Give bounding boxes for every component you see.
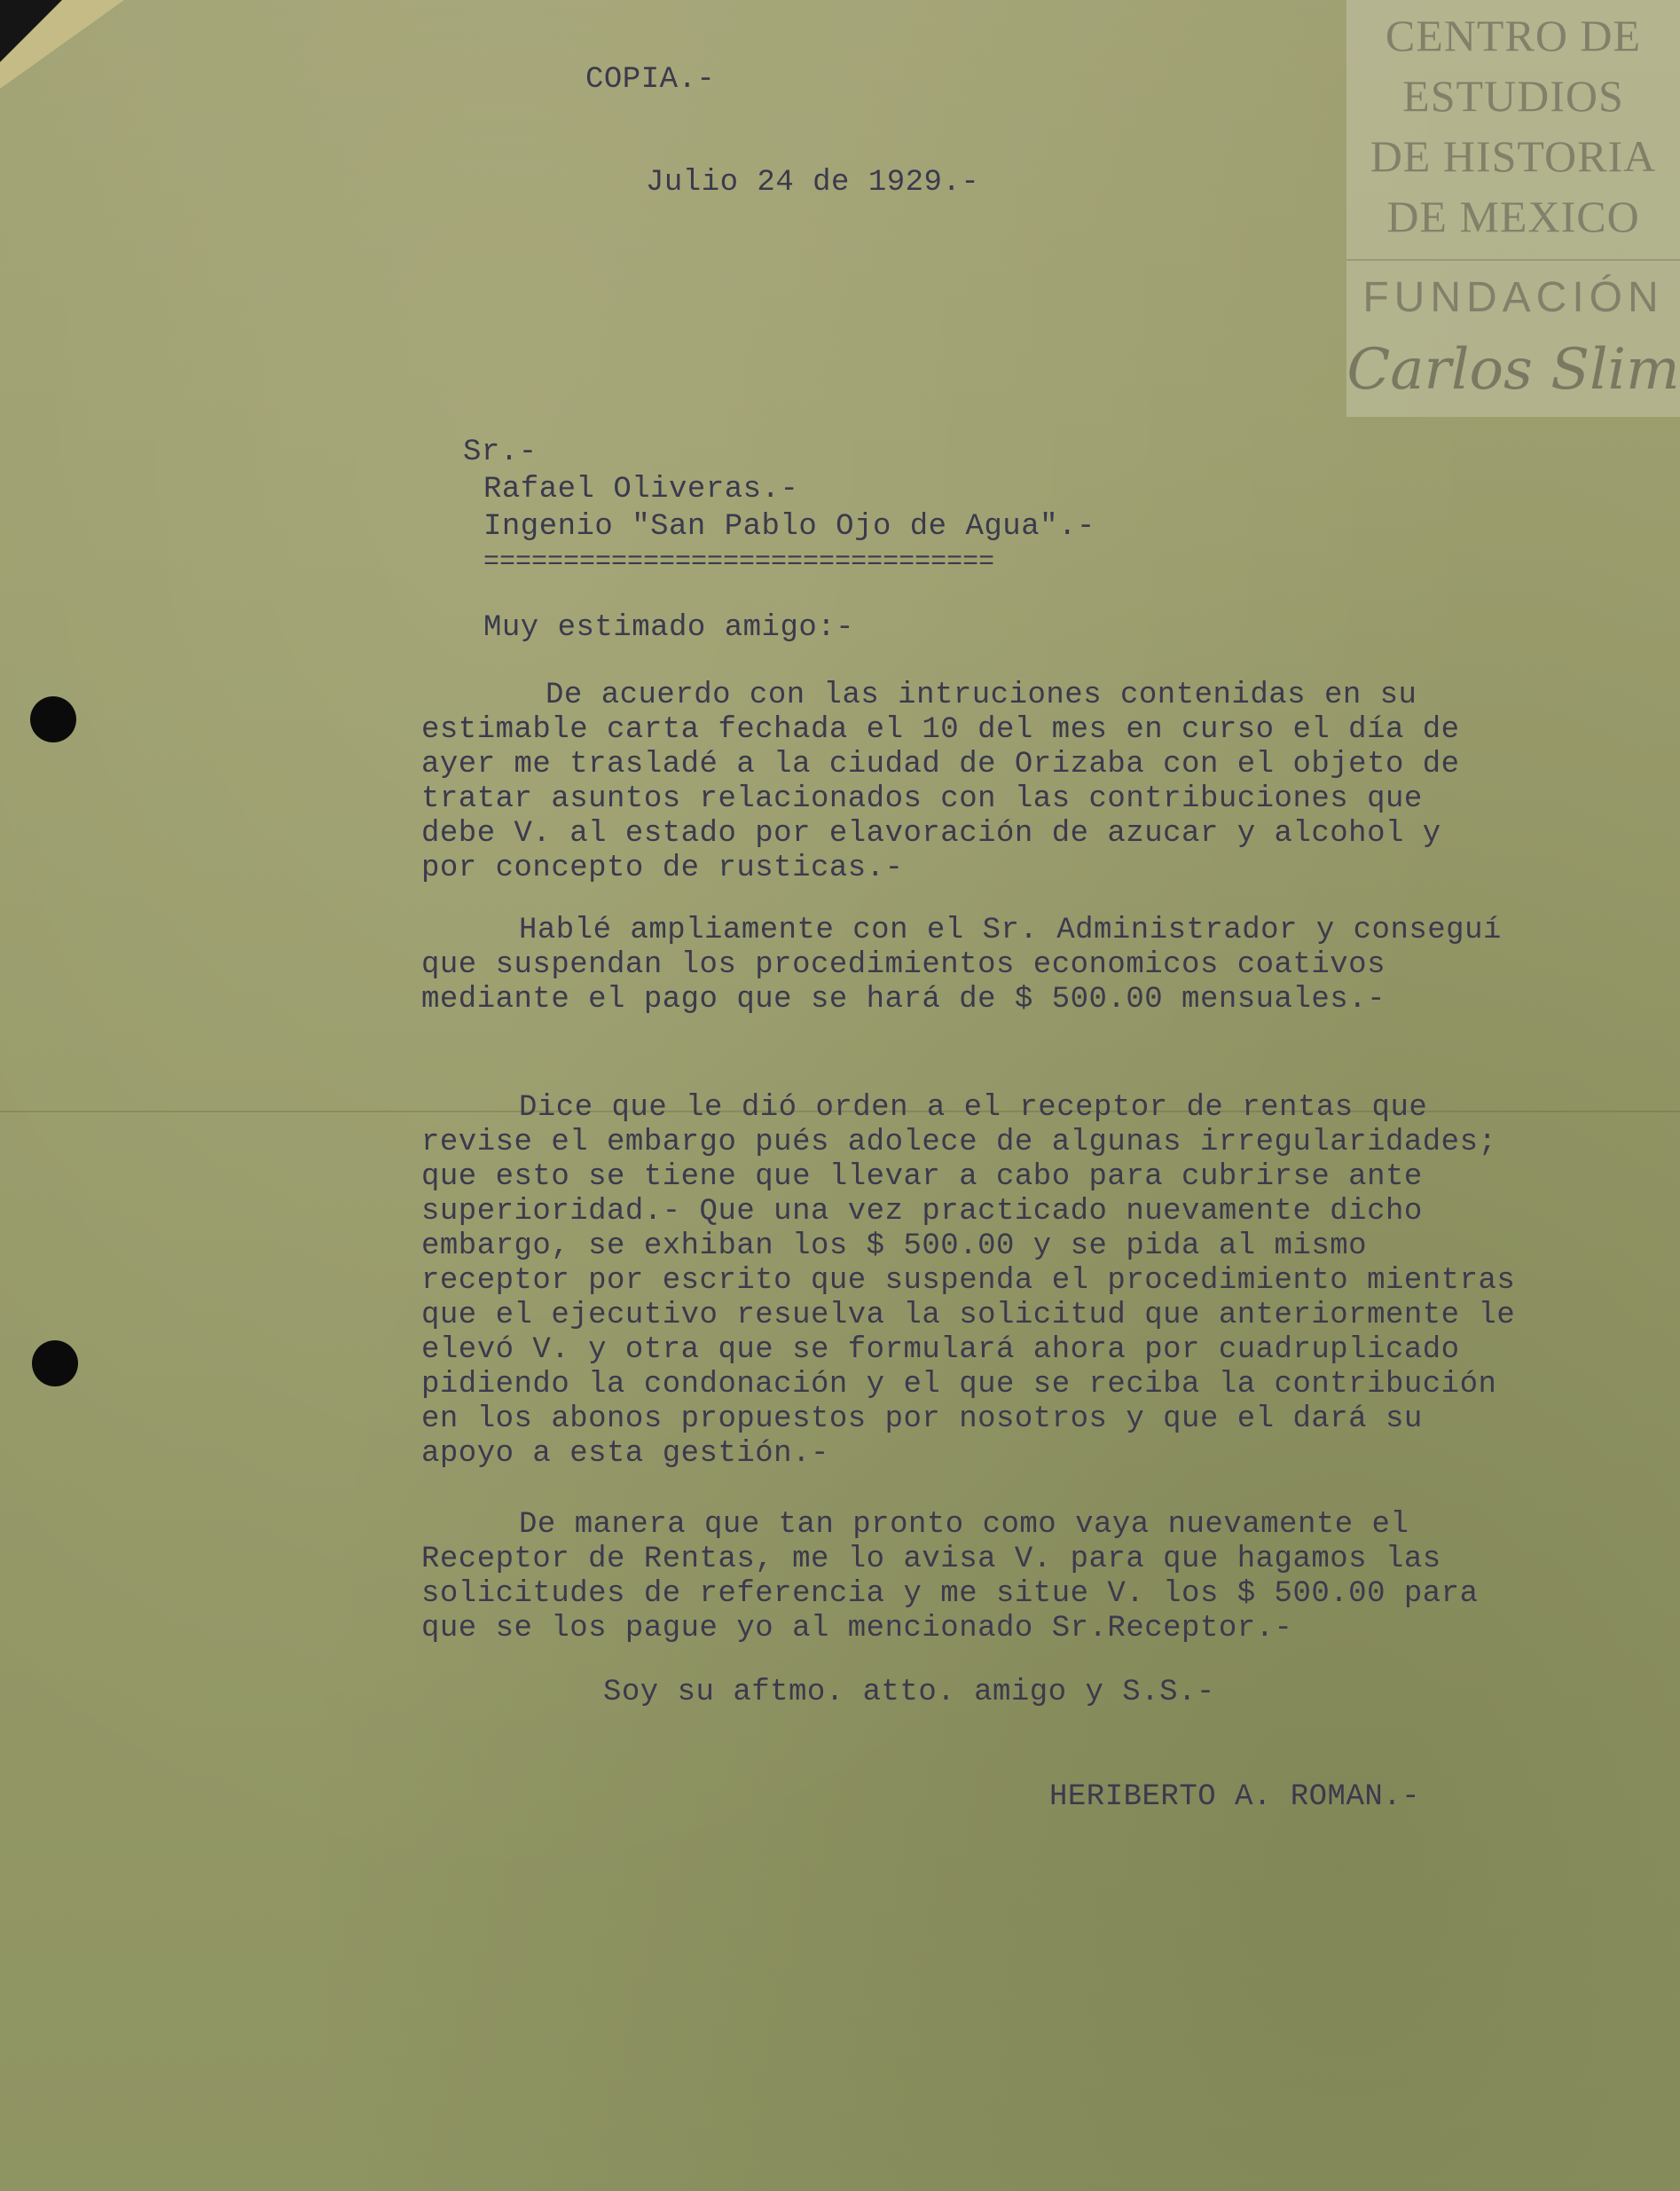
signature-name: HERIBERTO A. ROMAN.- (1049, 1780, 1421, 1814)
salutation-title: Sr.- (463, 436, 538, 469)
archive-watermark (1346, 0, 1680, 417)
punch-hole-bottom (32, 1340, 78, 1386)
scan-edge (0, 0, 62, 62)
watermark-signature-logo: Carlos Slim (1346, 337, 1680, 403)
greeting: Muy estimado amigo:- (483, 611, 855, 645)
paragraph-1: De acuerdo con las intruciones contenidas en su estimable carta fechada el 10 del mes en curso el día de ayer me trasladé a la ciudad de Orizaba con el objeto de tratar asuntos relacionados con las contribuciones que debe V. al estado por elavoración de azucar y alcohol y por concepto de rusticas.- (421, 679, 1460, 885)
paragraph-3: Dice que le dió orden a el receptor de rentas que revise el embargo pués adolece de algunas irregularidades; que esto se tiene que llevar a cabo para cubrirse ante superioridad.- Que una vez practicado nuevamente dicho embargo, se exhiban los $ 500.00 y se pida al mismo receptor por escrito que suspenda el procedimiento mientras que el ejecutivo resuelva la solicitud que anteriormente le elevó V. y otra que se formulará ahora por cuadruplicado pidiendo la condonación y el que se reciba la contribución en los abonos propuestos por nosotros y que el dará su apoyo a esta gestión.- (421, 1091, 1516, 1471)
watermark-line-1: CENTRO DE (1385, 11, 1642, 60)
watermark-line-4: DE MEXICO (1386, 192, 1640, 241)
recipient-place: Ingenio "San Pablo Ojo de Agua".- (483, 510, 1095, 544)
closing-line: Soy su aftmo. atto. amigo y S.S.- (603, 1676, 1215, 1709)
paragraph-2: Hablé ampliamente con el Sr. Administrador y conseguí que suspendan los procedimientos economicos coativos mediante el pago que se hará de $ 500.00 mensuales.- (421, 914, 1502, 1017)
watermark-divider (1346, 259, 1680, 261)
paragraph-4: De manera que tan pronto como vaya nuevamente el Receptor de Rentas, me lo avisa V. para que hagamos las solicitudes de referencia y me situe V. los $ 500.00 para que se los pague yo al mencionado Sr.Receptor.- (421, 1508, 1479, 1645)
watermark-line-2: ESTUDIOS (1402, 71, 1624, 121)
letter-date: Julio 24 de 1929.- (646, 166, 980, 200)
punch-hole-top (30, 696, 76, 742)
copy-mark: COPIA.- (585, 63, 716, 97)
watermark-foundation: FUNDACIÓN (1362, 274, 1664, 321)
watermark-line-3: DE HISTORIA (1370, 131, 1657, 181)
recipient-name: Rafael Oliveras.- (483, 473, 799, 507)
address-underline: ================================ (483, 547, 995, 577)
